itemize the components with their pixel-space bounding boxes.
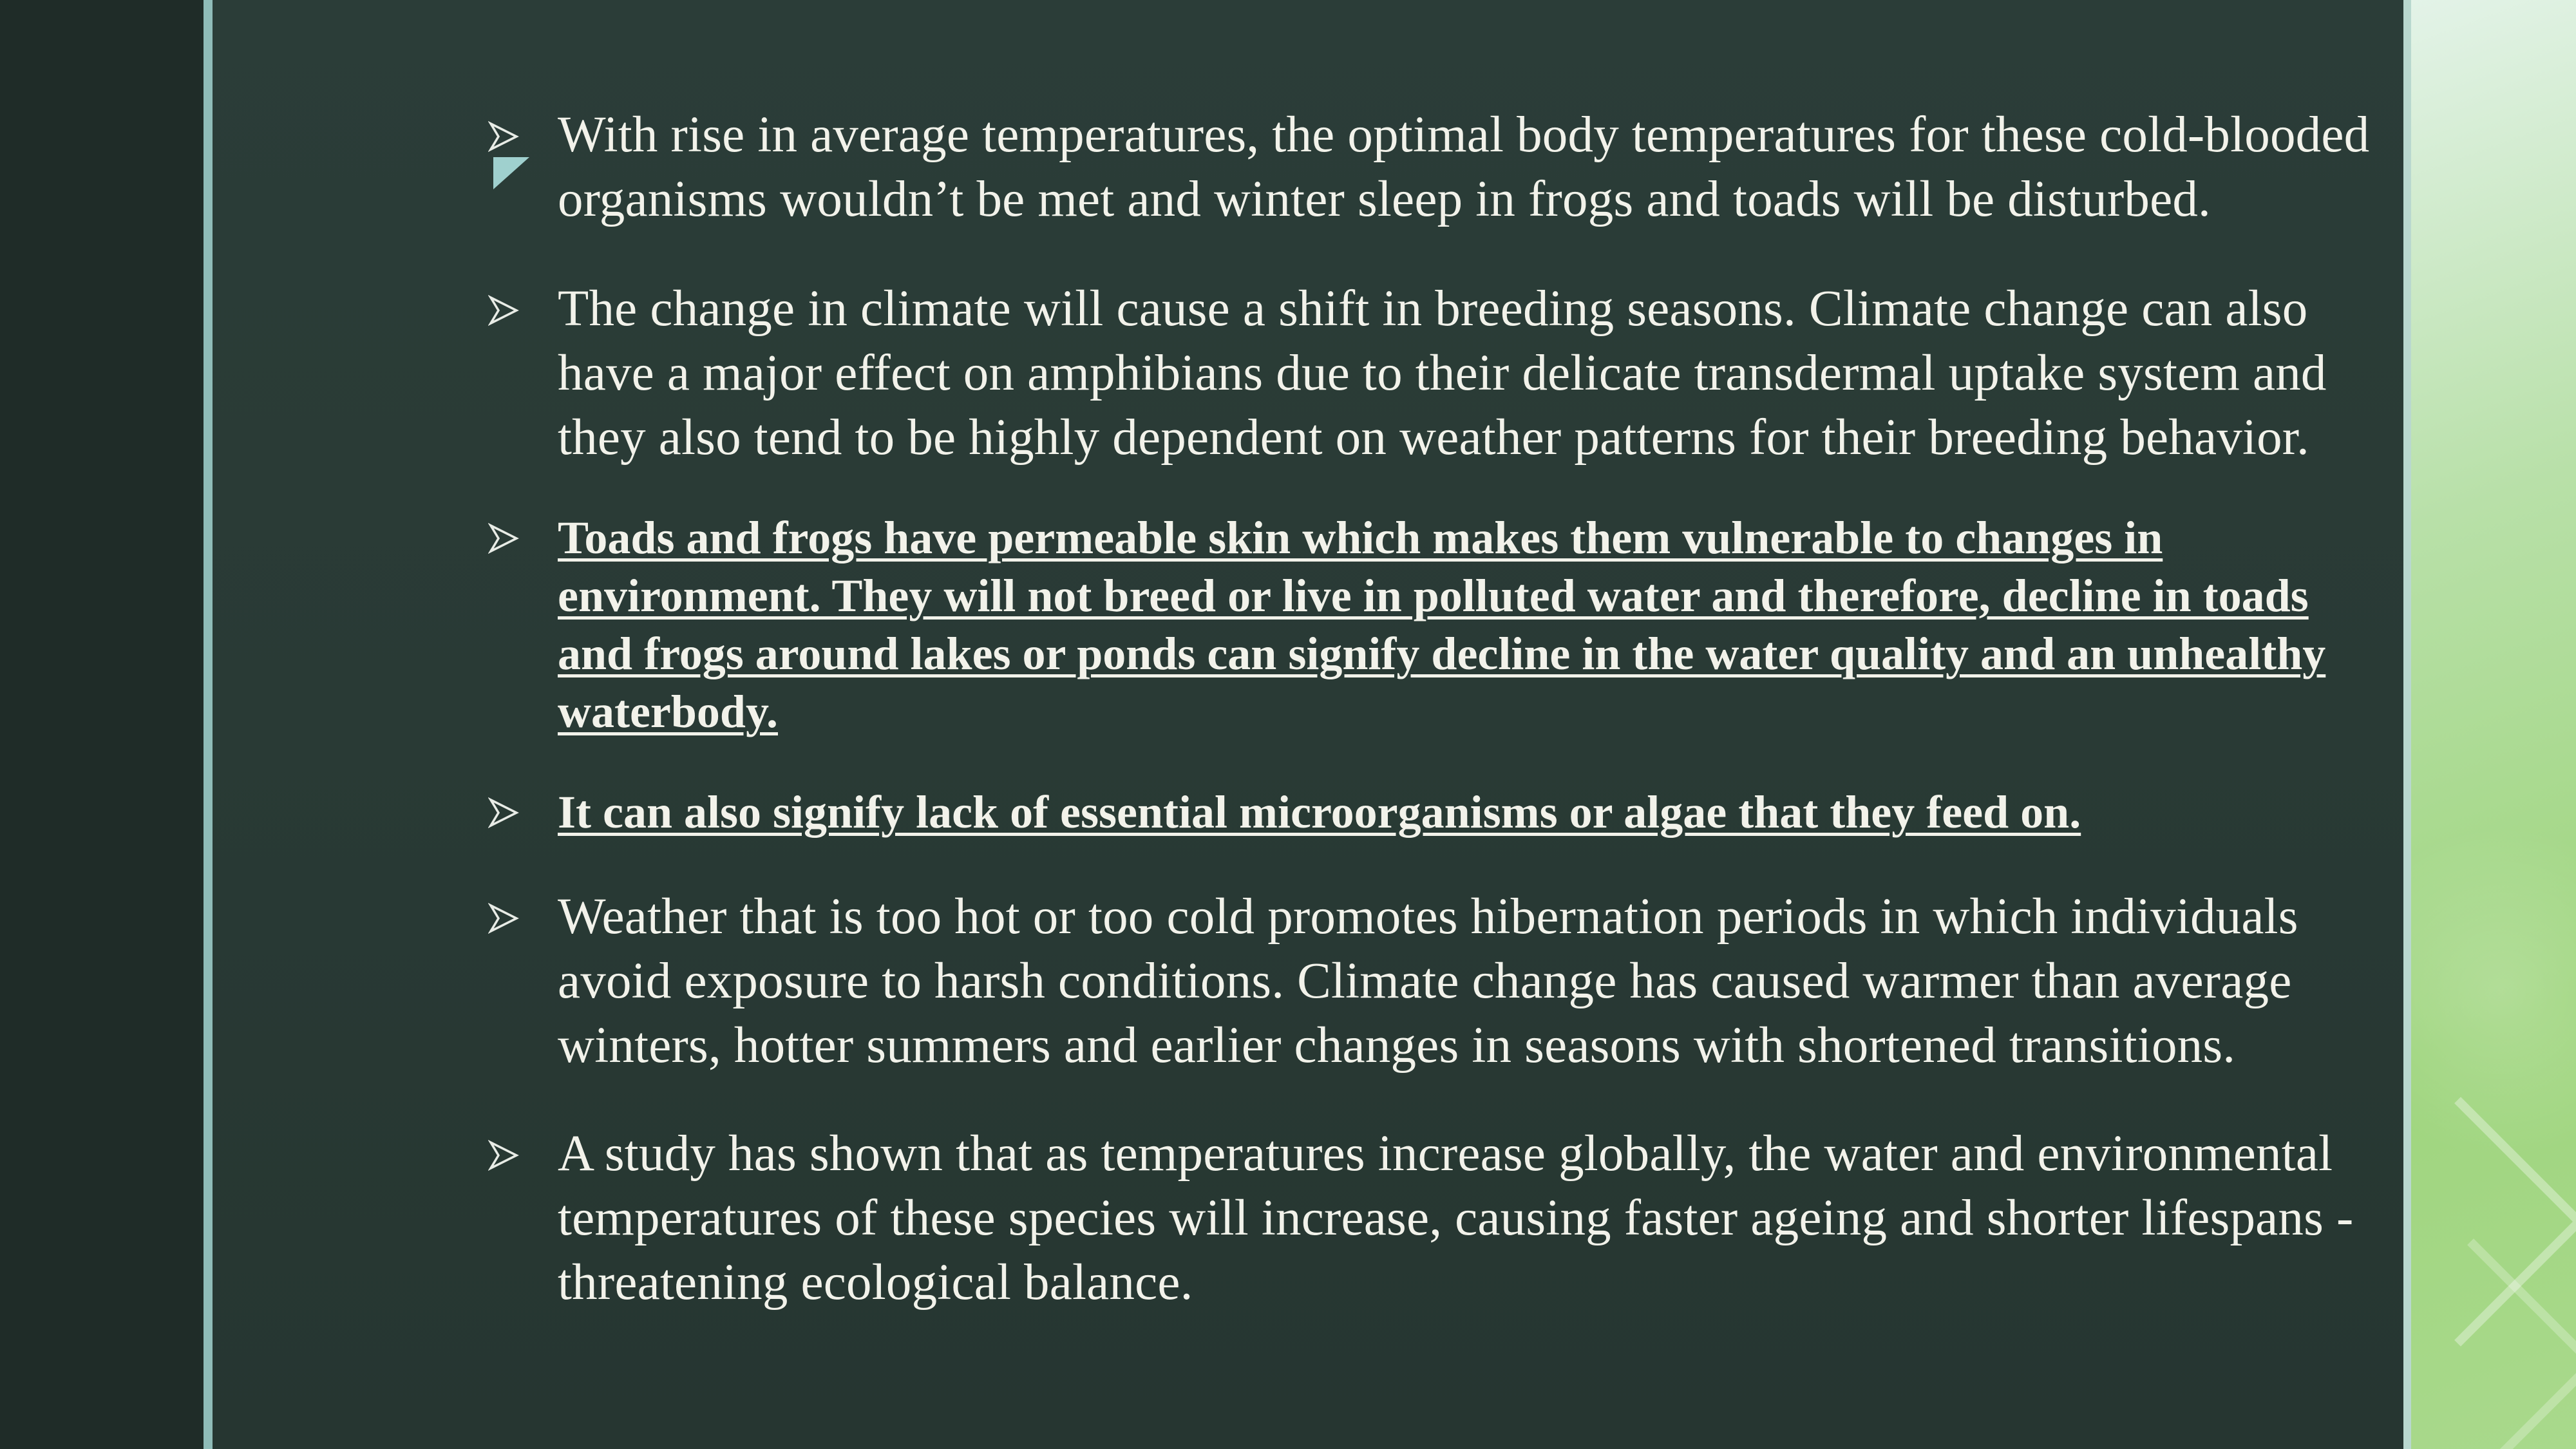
bullet-item	[488, 509, 2394, 741]
bullet-item	[488, 885, 2394, 1078]
bullet-text: Weather that is too hot or too cold promotes hibernation periods in which individuals avoid exposure to harsh conditions. Climate change has caused warmer than average winters, hotter summers and earlier changes in seasons with shortened transitions.	[558, 889, 2298, 1074]
arrow-bullet-icon	[488, 295, 519, 326]
right-accent-stripe	[2403, 0, 2411, 1449]
bullet-text: A study has shown that as temperatures increase globally, the water and environmental temperatures of these species will increase, causing faster ageing and shorter lifespans - threatening ecological balance.	[558, 1126, 2354, 1311]
bullet-text-emphasis: Toads and frogs have permeable skin which makes them vulnerable to changes in environment. They will not breed or live in polluted water and therefore, decline in toads and frogs around lakes or ponds can signify decline in the water quality and an unhealthy waterbody.	[558, 512, 2326, 737]
bullet-item	[488, 783, 2394, 841]
left-accent-stripe	[204, 0, 213, 1449]
bullet-text-emphasis: It can also signify lack of essential microorganisms or algae that they feed on.	[558, 786, 2081, 838]
bullet-list	[488, 103, 2394, 1315]
bullet-item	[488, 277, 2394, 470]
right-decor-band	[2411, 0, 2576, 1449]
decor-glow	[2411, 824, 2576, 1159]
arrow-bullet-icon	[488, 903, 519, 934]
arrow-bullet-icon	[488, 523, 519, 554]
arrow-bullet-icon	[488, 797, 519, 828]
bullet-item	[488, 1122, 2394, 1315]
arrow-bullet-icon	[488, 1140, 519, 1171]
bullet-item	[488, 103, 2394, 232]
bullet-text: The change in climate will cause a shift in breeding seasons. Climate change can also have a major effect on amphibians due to their delicate transdermal uptake system and they also tend to be highly dependent on weather patterns for their breeding behavior.	[558, 281, 2327, 466]
bullet-text: With rise in average temperatures, the optimal body temperatures for these cold-blooded organisms wouldn’t be met and winter sleep in frogs and toads will be disturbed.	[558, 107, 2370, 227]
arrow-bullet-icon	[488, 121, 519, 152]
left-decor-band	[0, 0, 204, 1449]
